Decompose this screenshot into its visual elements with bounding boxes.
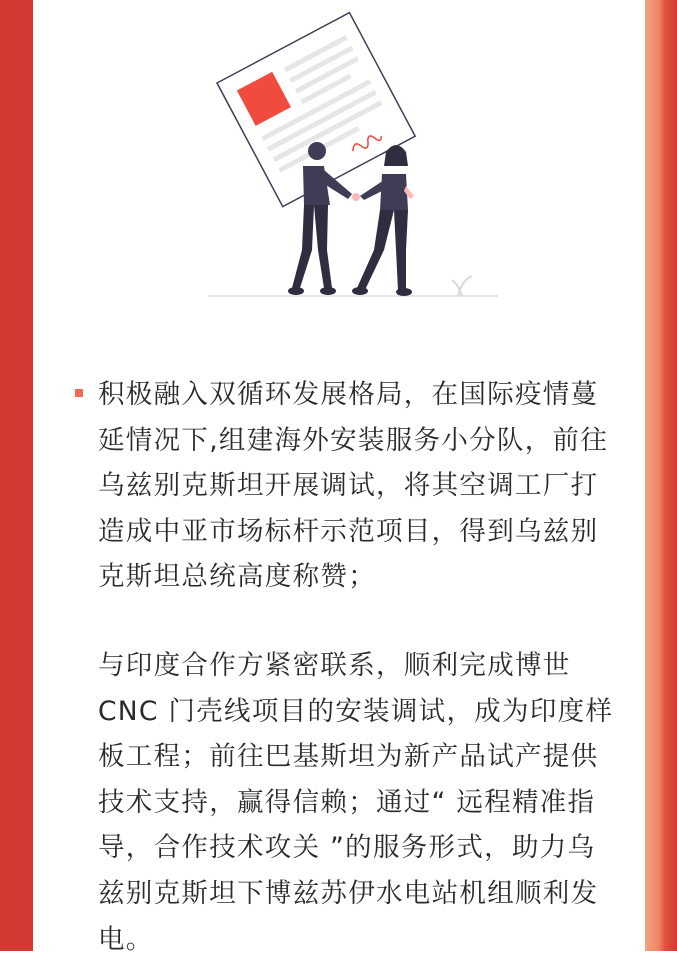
paragraph-overseas-service: 积极融入双循环发展格局，在国际疫情蔓延情况下,组建海外安装服务小分队，前往乌兹别克斯坦开展调试，将其空调工厂打造成中亚市场标杆示范项目，得到乌兹别克斯坦总统高度称赞； bbox=[98, 379, 609, 593]
right-red-border bbox=[645, 0, 677, 951]
left-red-border bbox=[0, 0, 33, 951]
list-bullet bbox=[75, 389, 83, 397]
contract-handshake-illustration bbox=[200, 10, 510, 310]
article-body bbox=[98, 372, 618, 962]
paragraph-india-pakistan: 与印度合作方紧密联系，顺利完成博世CNC 门壳线项目的安装调试，成为印度样板工程；前往巴基斯坦为新产品试产提供技术支持，赢得信赖；通过“ 远程精准指导，合作技术攻关 ”的服务形式，助力乌兹别克斯坦下博兹苏伊水电站机组顺利发电。 bbox=[98, 649, 614, 955]
woman-figure-icon bbox=[352, 145, 414, 296]
